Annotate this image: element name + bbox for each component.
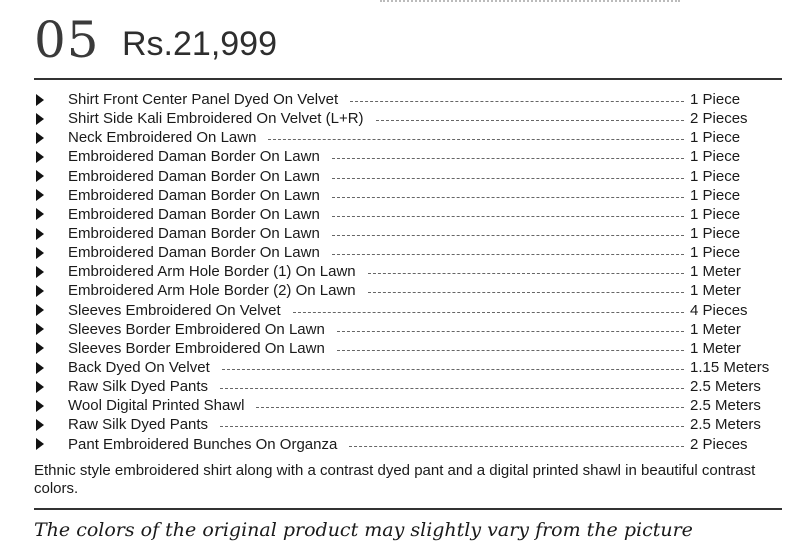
dashed-leader: [332, 197, 684, 198]
dashed-leader: [337, 350, 684, 351]
list-item: [34, 147, 774, 166]
bullet-triangle-icon: [36, 362, 44, 374]
item-quantity: 1 Meter: [690, 339, 741, 357]
list-item: [34, 205, 774, 224]
item-quantity: 1 Piece: [690, 91, 741, 109]
list-item: [34, 377, 774, 396]
dashed-leader: [332, 254, 684, 255]
dashed-leader: [376, 120, 684, 121]
list-item: [34, 320, 774, 339]
bullet-triangle-icon: [36, 266, 44, 278]
item-quantity: 2 Pieces: [690, 435, 748, 453]
bullet-triangle-icon: [36, 208, 44, 220]
item-quantity: 2.5 Meters: [690, 397, 761, 415]
item-quantity: 2.5 Meters: [690, 378, 761, 396]
item-name: Sleeves Embroidered On Velvet: [68, 301, 281, 319]
list-item: [34, 435, 774, 454]
bullet-triangle-icon: [36, 94, 44, 106]
bottom-rule: [34, 508, 782, 510]
list-item: [34, 90, 774, 109]
item-name: Pant Embroidered Bunches On Organza: [68, 435, 338, 453]
top-dotted-divider: [380, 0, 680, 5]
item-quantity: 1 Meter: [690, 263, 741, 281]
product-description: Ethnic style embroidered shirt along with a contrast dyed pant and a digital printed shawl in beautiful contrast colors.: [34, 462, 756, 497]
item-name: Embroidered Arm Hole Border (1) On Lawn: [68, 263, 356, 281]
list-item: [34, 167, 774, 186]
dashed-leader: [332, 235, 684, 236]
item-name: Shirt Side Kali Embroidered On Velvet (L+R): [68, 110, 364, 128]
bullet-triangle-icon: [36, 189, 44, 201]
item-name: Neck Embroidered On Lawn: [68, 129, 257, 147]
item-quantity: 1 Piece: [690, 205, 741, 223]
bullet-triangle-icon: [36, 400, 44, 412]
item-name: Embroidered Daman Border On Lawn: [68, 148, 320, 166]
dashed-leader: [337, 331, 684, 332]
item-list: [34, 90, 774, 454]
dashed-leader: [368, 273, 684, 274]
item-quantity: 1 Piece: [690, 148, 741, 166]
dashed-leader: [350, 101, 684, 102]
item-quantity: 2.5 Meters: [690, 416, 761, 434]
item-name: Raw Silk Dyed Pants: [68, 378, 209, 396]
bullet-triangle-icon: [36, 151, 44, 163]
list-item: [34, 301, 774, 320]
dashed-leader: [220, 426, 684, 427]
item-name: Sleeves Border Embroidered On Lawn: [68, 320, 325, 338]
bullet-triangle-icon: [36, 419, 44, 431]
item-name: Embroidered Daman Border On Lawn: [68, 244, 320, 262]
bullet-triangle-icon: [36, 170, 44, 182]
item-name: Embroidered Arm Hole Border (2) On Lawn: [68, 282, 356, 300]
item-quantity: 1 Piece: [690, 167, 741, 185]
bullet-triangle-icon: [36, 285, 44, 297]
dashed-leader: [368, 292, 684, 293]
list-item: [34, 358, 774, 377]
dashed-leader: [268, 139, 684, 140]
item-name: Wool Digital Printed Shawl: [68, 397, 245, 415]
dashed-leader: [349, 446, 684, 447]
dashed-leader: [332, 178, 684, 179]
bullet-triangle-icon: [36, 113, 44, 125]
dashed-leader: [332, 158, 684, 159]
item-quantity: 1 Piece: [690, 186, 741, 204]
item-name: Embroidered Daman Border On Lawn: [68, 186, 320, 204]
item-name: Shirt Front Center Panel Dyed On Velvet: [68, 91, 339, 109]
bullet-triangle-icon: [36, 132, 44, 144]
dashed-leader: [293, 312, 684, 313]
dashed-leader: [222, 369, 684, 370]
item-quantity: 2 Pieces: [690, 110, 748, 128]
list-item: [34, 243, 774, 262]
bullet-triangle-icon: [36, 342, 44, 354]
list-item: [34, 339, 774, 358]
item-name: Raw Silk Dyed Pants: [68, 416, 209, 434]
item-quantity: 1.15 Meters: [690, 359, 770, 377]
item-name: Embroidered Daman Border On Lawn: [68, 167, 320, 185]
list-item: [34, 128, 774, 147]
top-rule: [34, 78, 782, 80]
product-price: Rs.21,999: [122, 25, 277, 63]
list-item: [34, 109, 774, 128]
color-disclaimer: The colors of the original product may slightly vary from the picture: [34, 519, 693, 541]
item-quantity: 1 Meter: [690, 320, 741, 338]
bullet-triangle-icon: [36, 247, 44, 259]
dashed-leader: [332, 216, 684, 217]
bullet-triangle-icon: [36, 228, 44, 240]
bullet-triangle-icon: [36, 323, 44, 335]
list-item: [34, 262, 774, 281]
item-name: Sleeves Border Embroidered On Lawn: [68, 339, 325, 357]
item-quantity: 1 Meter: [690, 282, 741, 300]
dashed-leader: [256, 407, 684, 408]
item-name: Embroidered Daman Border On Lawn: [68, 205, 320, 223]
item-quantity: 1 Piece: [690, 129, 741, 147]
bullet-triangle-icon: [36, 304, 44, 316]
list-item: [34, 224, 774, 243]
item-quantity: 1 Piece: [690, 244, 741, 262]
item-name: Back Dyed On Velvet: [68, 359, 210, 377]
bullet-triangle-icon: [36, 381, 44, 393]
bullet-triangle-icon: [36, 438, 44, 450]
list-item: [34, 281, 774, 300]
dashed-leader: [220, 388, 684, 389]
item-quantity: 4 Pieces: [690, 301, 748, 319]
list-item: [34, 415, 774, 434]
list-item: [34, 186, 774, 205]
list-item: [34, 396, 774, 415]
item-quantity: 1 Piece: [690, 225, 741, 243]
product-number: 05: [34, 11, 100, 69]
item-name: Embroidered Daman Border On Lawn: [68, 225, 320, 243]
